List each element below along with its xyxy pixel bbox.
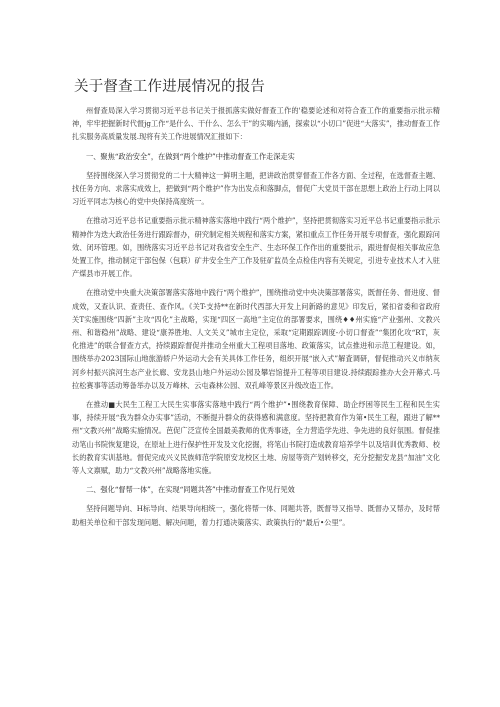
document-title: 关于督查工作进展情况的报告 bbox=[74, 79, 266, 95]
section-heading: 二、强化“督帮一体”，在实现“同题共答”中推动督查工作见行见效 bbox=[86, 485, 295, 495]
body-paragraph: 在推动■大民生工程工大民生实事落实落地中践行“两个维护”•围绕教育保障、助企纾困等民生工程和民生实事，持续开展“我为群众办实事”活动，不断提升群众的获得感和满意度。坚持把教育作为第•民生工程，跟进了解**州“文教兴州”战略实施情况。芭促广泛宣传全国最美教师的优秀事迹，全力营造学先进、争先进的良好氛围。督促推动笔山书院恢复建设，在原址上进行保护性开发及文化挖掘，将笔山书院打造成教育培养学牛以及培训优秀教师、校长的教育实训基地。督促完成兴义民族师范学院原安龙校区土地、房屋等资产划转移交，充分挖掘安龙县“加油”文化等人文禀赋，助力“文教兴州”战略落地实施。 bbox=[72, 400, 440, 476]
body-paragraph: 坚持问题导向、H标导向、结果导向相统一，强化将帮一体、同题共答，既督导又指导、既督办又帮办，及时帮助相关单位和干部发现问题、解决问题，着力打通决策落实、政策执行的“最后•公里”。 bbox=[72, 504, 440, 527]
body-paragraph: 在推动习近平总书记重要指示批示精神落实落地中践行“两个维护”，坚持把贯彻落实习近平总书记重要指示批示精神作为迭大政治任务进行跟踪督办，研究制定相关规程和落实方案，紧扣重点工作任务开展专项督查，强化跟踪问效、闭环管理。如，围绕落实习近平总书记对我省安全生产、生态环保工作作出的重要批示，跟进督促相关事故应急处置工作，推动制定干部包保（包联）矿井安全生产工作及驻矿监员全点检佳内容有关规定，引进专业技术人才入驻产煤县市开展工作。 bbox=[72, 216, 440, 279]
body-paragraph: 坚持围绕深入学习贯彻党的二十大精神这一鲜明主题，把讲政治贯穿督查工作各方面、全过程，在选督查主题、找任务方向、求落实成效上，把做到“两个维护”作为出发点和落脚点，督促广大党员干部在思想上政治上行动上同以习近平同志为核心的党中央保持高度统一。 bbox=[72, 170, 440, 207]
section-heading: 一、聚焦“政治安全”，在做到“两个维护”中推动督查工作走深走实 bbox=[86, 151, 295, 161]
body-paragraph: 在推动党中央重大决策部署落实落地中践行“两个维护”，围绕推动党中央决策部署落实，既督任务、督进度、督成效，又查认识、查责任、查作风。《关T-支持**在新时代西部大开发上问新路的意见》印发后，紧扣省委和省政府关T实施围绕“四新”主攻“四化”主战略，实现“四区一高地”主定位的部署要求，围绕♦♦州实施“产业强州、文教兴州、和谐稳州”战略、建设“康养胜地、人文关义”城市主定位，采取“定期跟踪调度-小切口督查”“集团化攻“RT，灰化推进”的联合督查方式，持续跟踪督促并推动全州重大工程项目落地、政策落实，试点推进和示范工程建设。如，围绕举办2023国际山地旅游轿户外运动大会有关具体工作任务，组织开展“嵌入式”解査调研，督促推动兴义市纳灰河乡村振兴滨河生态产业长廊、安龙县山地户外运动公园及攀岩馆提升工程等项目建设.持续跟踪推办大会开幕式.马拉松赛事等活动筹备举办以及万峰林、云屯森林公园、双孔峰等景区升级改造工作。 bbox=[72, 288, 440, 390]
body-paragraph: 州督查局深入学习贯彻习近平总书记关于报抓落实做好督查工作的'稳要论述和对符合查工作的重要指示批示精神，牢牢把握新时代督jg工作“是什么、干什么、怎么干”的实嗨内涵，探索以“小切口”促进“大落实”，推动督查工作扎实服务高质量发展.现将有关工作进展情况汇报如下： bbox=[72, 106, 440, 142]
document-body bbox=[72, 104, 440, 535]
